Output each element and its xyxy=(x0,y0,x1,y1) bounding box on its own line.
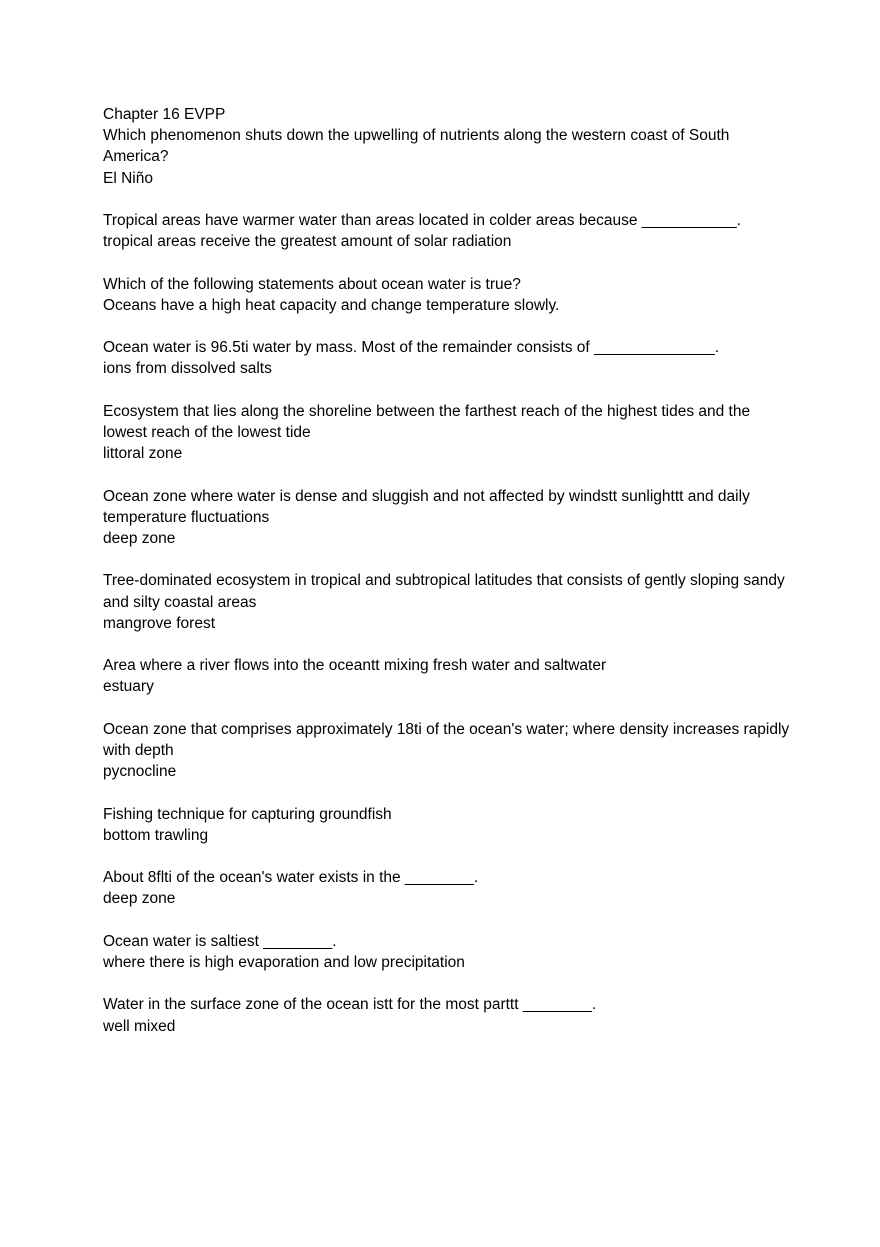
qa-item xyxy=(103,804,793,846)
question-text: Which phenomenon shuts down the upwelling of nutrients along the western coast of South America? xyxy=(103,127,730,166)
qa-item xyxy=(103,994,793,1036)
question-text: Ocean zone that comprises approximately 18ti of the ocean's water; where density increases rapidly with depth xyxy=(103,720,790,759)
answer-text: mangrove forest xyxy=(103,614,215,632)
answer-text: El Niño xyxy=(103,169,153,187)
question-text: Fishing technique for capturing groundfish xyxy=(103,805,392,823)
document-title: Chapter 16 EVPP xyxy=(103,106,226,123)
answer-text: estuary xyxy=(103,678,154,696)
question-text: Tree-dominated ecosystem in tropical and subtropical latitudes that consists of gently sloping sandy and silty coastal areas xyxy=(103,572,785,611)
answer-text: tropical areas receive the greatest amount of solar radiation xyxy=(103,233,512,251)
answer-text: deep zone xyxy=(103,529,176,547)
answer-text: pycnocline xyxy=(103,763,177,781)
question-text: Ecosystem that lies along the shoreline between the farthest reach of the highest tides and the lowest reach of the lowest tide xyxy=(103,402,751,441)
qa-item xyxy=(103,719,793,783)
answer-text: bottom trawling xyxy=(103,826,209,844)
qa-item xyxy=(103,125,793,189)
qa-item xyxy=(103,570,793,634)
question-text: Ocean zone where water is dense and sluggish and not affected by windstt sunlighttt and daily temperature fluctuations xyxy=(103,487,750,526)
answer-text: littoral zone xyxy=(103,445,183,463)
qa-item xyxy=(103,867,793,909)
question-text: Which of the following statements about ocean water is true? xyxy=(103,275,521,293)
qa-item xyxy=(103,274,793,316)
answer-text: well mixed xyxy=(103,1017,176,1035)
qa-item xyxy=(103,931,793,973)
question-text: Water in the surface zone of the ocean istt for the most parttt ________. xyxy=(103,996,597,1014)
answer-text: Oceans have a high heat capacity and change temperature slowly. xyxy=(103,296,560,314)
qa-item xyxy=(103,486,793,550)
question-text: About 8flti of the ocean's water exists in the ________. xyxy=(103,869,479,887)
document-page xyxy=(103,104,793,1058)
qa-item xyxy=(103,210,793,252)
question-text: Area where a river flows into the oceantt mixing fresh water and saltwater xyxy=(103,657,607,675)
qa-item xyxy=(103,337,793,379)
qa-item xyxy=(103,401,793,465)
answer-text: ions from dissolved salts xyxy=(103,360,272,378)
question-text: Ocean water is saltiest ________. xyxy=(103,932,337,950)
question-text: Ocean water is 96.5ti water by mass. Most of the remainder consists of ______________. xyxy=(103,339,720,357)
question-text: Tropical areas have warmer water than areas located in colder areas because ___________. xyxy=(103,212,741,229)
answer-text: deep zone xyxy=(103,890,176,908)
answer-text: where there is high evaporation and low precipitation xyxy=(103,953,465,971)
qa-item xyxy=(103,655,793,697)
